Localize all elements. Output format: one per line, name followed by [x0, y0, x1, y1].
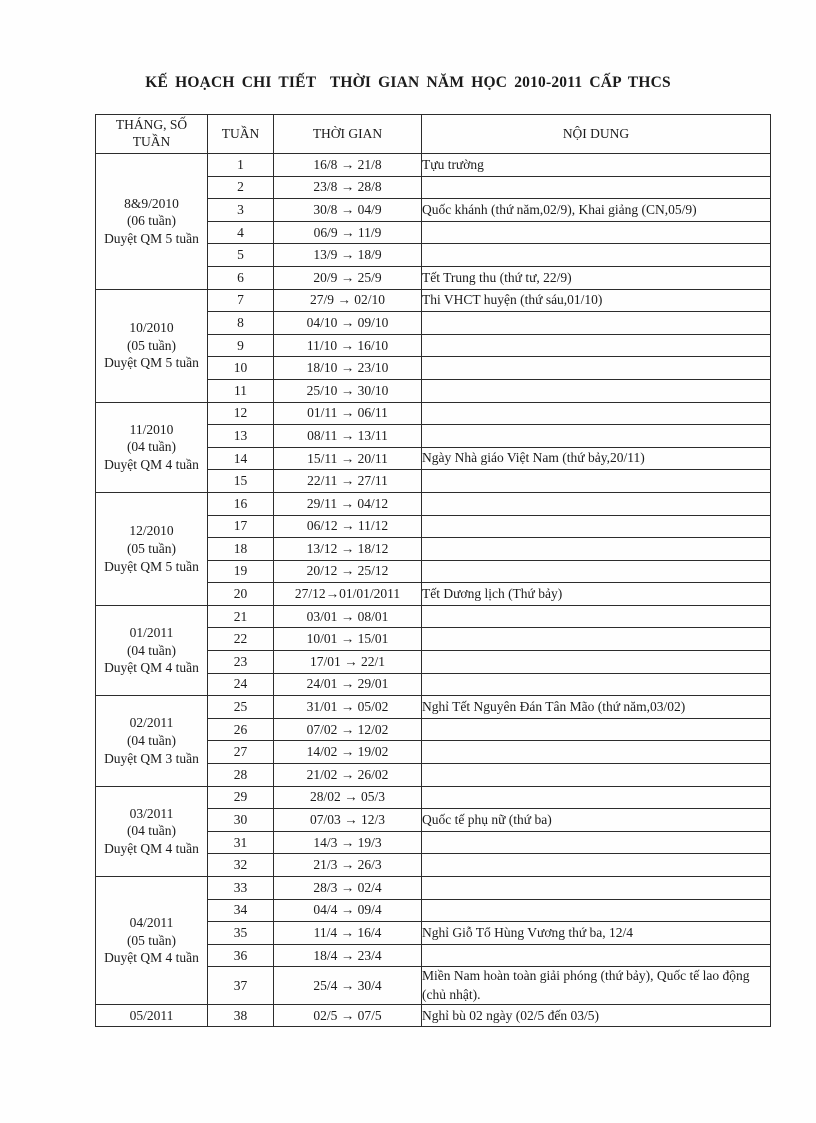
week-number-cell: 14: [208, 447, 274, 470]
week-row: [96, 786, 771, 809]
week-number-cell: 36: [208, 944, 274, 967]
content-cell: [422, 402, 771, 425]
content-cell: [422, 221, 771, 244]
time-range-cell: 11/10 → 16/10: [274, 334, 422, 357]
month-cell: [96, 1004, 208, 1027]
week-number-cell: 29: [208, 786, 274, 809]
content-cell: [422, 515, 771, 538]
col-header-month-weeks: THÁNG, SỐ TUẦN: [96, 115, 208, 154]
content-cell: Nghỉ Giỗ Tổ Hùng Vương thứ ba, 12/4: [422, 922, 771, 945]
time-range-cell: 30/8 → 04/9: [274, 199, 422, 222]
content-cell: [422, 944, 771, 967]
month-cell-line: (06 tuần): [126, 213, 177, 229]
content-cell: [422, 854, 771, 877]
content-cell: [422, 786, 771, 809]
time-range-cell: 03/01 → 08/01: [274, 605, 422, 628]
content-cell: [422, 831, 771, 854]
document-title: KẾ HOẠCH CHI TIẾT THỜI GIAN NĂM HỌC 2010-2011 CẤP THCS: [145, 74, 671, 91]
week-number-cell: 4: [208, 221, 274, 244]
month-cell-line: (04 tuần): [126, 823, 177, 839]
month-cell: [96, 492, 208, 605]
week-row: [96, 289, 771, 312]
content-cell: Miền Nam hoàn toàn giải phóng (thứ bảy), Quốc tế lao động (chủ nhật).: [422, 967, 771, 1004]
content-cell: [422, 605, 771, 628]
week-number-cell: 24: [208, 673, 274, 696]
content-cell: Ngày Nhà giáo Việt Nam (thứ bảy,20/11): [422, 447, 771, 470]
month-cell: [96, 605, 208, 695]
week-number-cell: 35: [208, 922, 274, 945]
week-number-cell: 7: [208, 289, 274, 312]
month-cell-line: (05 tuần): [126, 337, 177, 353]
month-cell-line: 05/2011: [129, 1007, 174, 1023]
week-number-cell: 17: [208, 515, 274, 538]
month-cell-line: Duyệt QM 5 tuần: [104, 355, 199, 371]
time-range-cell: 07/02 → 12/02: [274, 718, 422, 741]
month-cell-line: Duyệt QM 4 tuần: [104, 841, 199, 857]
time-range-cell: 27/9 → 02/10: [274, 289, 422, 312]
time-range-cell: 15/11 → 20/11: [274, 447, 422, 470]
month-cell-line: Duyệt QM 3 tuần: [104, 750, 199, 766]
content-cell: Nghỉ Tết Nguyên Đán Tân Mão (thứ năm,03/02): [422, 696, 771, 719]
time-range-cell: 01/11 → 06/11: [274, 402, 422, 425]
content-cell: [422, 718, 771, 741]
col-header-content: NỘI DUNG: [422, 115, 771, 154]
time-range-cell: 20/12 → 25/12: [274, 560, 422, 583]
content-cell: [422, 379, 771, 402]
content-cell: [422, 357, 771, 380]
month-cell-line: 04/2011: [129, 914, 174, 930]
schedule-table: [95, 114, 771, 1027]
month-cell-line: (05 tuần): [126, 540, 177, 556]
month-cell-line: 11/2010: [129, 421, 174, 437]
week-row: [96, 402, 771, 425]
week-row: [96, 1004, 771, 1027]
content-cell: Thi VHCT huyện (thứ sáu,01/10): [422, 289, 771, 312]
content-cell: [422, 560, 771, 583]
week-number-cell: 9: [208, 334, 274, 357]
month-cell-line: (05 tuần): [126, 932, 177, 948]
week-number-cell: 38: [208, 1004, 274, 1027]
col-header-week: TUẦN: [208, 115, 274, 154]
content-cell: [422, 673, 771, 696]
week-number-cell: 8: [208, 312, 274, 335]
time-range-cell: 25/10 → 30/10: [274, 379, 422, 402]
time-range-cell: 14/3 → 19/3: [274, 831, 422, 854]
week-number-cell: 33: [208, 877, 274, 900]
time-range-cell: 04/10 → 09/10: [274, 312, 422, 335]
content-cell: [422, 470, 771, 493]
week-number-cell: 34: [208, 899, 274, 922]
content-cell: Quốc tế phụ nữ (thứ ba): [422, 809, 771, 832]
time-range-cell: 21/02 → 26/02: [274, 764, 422, 787]
week-number-cell: 19: [208, 560, 274, 583]
time-range-cell: 27/12→01/01/2011: [274, 583, 422, 606]
content-cell: Quốc khánh (thứ năm,02/9), Khai giảng (CN,05/9): [422, 199, 771, 222]
month-cell-line: (04 tuần): [126, 733, 177, 749]
content-cell: [422, 425, 771, 448]
month-cell-line: 01/2011: [129, 624, 174, 640]
week-number-cell: 22: [208, 628, 274, 651]
time-range-cell: 06/12 → 11/12: [274, 515, 422, 538]
month-cell: [96, 786, 208, 876]
week-number-cell: 6: [208, 266, 274, 289]
month-cell: [96, 696, 208, 786]
week-number-cell: 26: [208, 718, 274, 741]
week-row: [96, 605, 771, 628]
week-number-cell: 11: [208, 379, 274, 402]
time-range-cell: 13/9 → 18/9: [274, 244, 422, 267]
content-cell: Tết Trung thu (thứ tư, 22/9): [422, 266, 771, 289]
month-cell: [96, 289, 208, 402]
content-cell: [422, 538, 771, 561]
content-cell: [422, 492, 771, 515]
week-row: [96, 877, 771, 900]
time-range-cell: 23/8 → 28/8: [274, 176, 422, 199]
content-cell: [422, 899, 771, 922]
time-range-cell: 18/4 → 23/4: [274, 944, 422, 967]
week-number-cell: 10: [208, 357, 274, 380]
schedule-body: [96, 154, 771, 1027]
week-number-cell: 3: [208, 199, 274, 222]
time-range-cell: 02/5 → 07/5: [274, 1004, 422, 1027]
time-range-cell: 07/03 → 12/3: [274, 809, 422, 832]
week-number-cell: 13: [208, 425, 274, 448]
week-number-cell: 12: [208, 402, 274, 425]
content-cell: [422, 176, 771, 199]
week-number-cell: 32: [208, 854, 274, 877]
time-range-cell: 14/02 → 19/02: [274, 741, 422, 764]
content-cell: [422, 741, 771, 764]
week-number-cell: 16: [208, 492, 274, 515]
month-cell-line: 12/2010: [129, 523, 174, 539]
week-number-cell: 5: [208, 244, 274, 267]
week-number-cell: 18: [208, 538, 274, 561]
month-cell-line: Duyệt QM 5 tuần: [104, 558, 199, 574]
month-cell: [96, 402, 208, 492]
month-cell-line: Duyệt QM 4 tuần: [104, 950, 199, 966]
week-number-cell: 21: [208, 605, 274, 628]
content-cell: [422, 764, 771, 787]
time-range-cell: 18/10 → 23/10: [274, 357, 422, 380]
time-range-cell: 25/4 → 30/4: [274, 967, 422, 1004]
time-range-cell: 21/3 → 26/3: [274, 854, 422, 877]
time-range-cell: 06/9 → 11/9: [274, 221, 422, 244]
content-cell: [422, 651, 771, 674]
week-number-cell: 2: [208, 176, 274, 199]
content-cell: [422, 244, 771, 267]
time-range-cell: 10/01 → 15/01: [274, 628, 422, 651]
time-range-cell: 04/4 → 09/4: [274, 899, 422, 922]
week-row: [96, 696, 771, 719]
time-range-cell: 28/3 → 02/4: [274, 877, 422, 900]
time-range-cell: 31/01 → 05/02: [274, 696, 422, 719]
week-number-cell: 28: [208, 764, 274, 787]
month-cell: [96, 877, 208, 1005]
header-row: [96, 115, 771, 154]
time-range-cell: 08/11 → 13/11: [274, 425, 422, 448]
time-range-cell: 16/8 → 21/8: [274, 154, 422, 177]
content-cell: [422, 877, 771, 900]
time-range-cell: 13/12 → 18/12: [274, 538, 422, 561]
week-number-cell: 31: [208, 831, 274, 854]
month-cell-line: 10/2010: [129, 319, 174, 335]
month-cell-line: Duyệt QM 4 tuần: [104, 660, 199, 676]
month-cell-line: Duyệt QM 4 tuần: [104, 457, 199, 473]
month-cell-line: (04 tuần): [126, 642, 177, 658]
content-cell: [422, 628, 771, 651]
week-number-cell: 25: [208, 696, 274, 719]
time-range-cell: 11/4 → 16/4: [274, 922, 422, 945]
month-cell-line: 02/2011: [129, 715, 174, 731]
week-number-cell: 23: [208, 651, 274, 674]
col-header-time: THỜI GIAN: [274, 115, 422, 154]
month-cell: [96, 154, 208, 290]
time-range-cell: 20/9 → 25/9: [274, 266, 422, 289]
week-row: [96, 492, 771, 515]
content-cell: Tết Dương lịch (Thứ bảy): [422, 583, 771, 606]
month-cell-line: 03/2011: [129, 805, 174, 821]
time-range-cell: 17/01 → 22/1: [274, 651, 422, 674]
week-number-cell: 30: [208, 809, 274, 832]
time-range-cell: 29/11 → 04/12: [274, 492, 422, 515]
content-cell: Nghỉ bù 02 ngày (02/5 đến 03/5): [422, 1004, 771, 1027]
content-cell: [422, 312, 771, 335]
week-number-cell: 15: [208, 470, 274, 493]
week-number-cell: 1: [208, 154, 274, 177]
content-cell: Tựu trường: [422, 154, 771, 177]
time-range-cell: 22/11 → 27/11: [274, 470, 422, 493]
week-number-cell: 37: [208, 967, 274, 1004]
week-number-cell: 20: [208, 583, 274, 606]
week-row: [96, 154, 771, 177]
month-cell-line: Duyệt QM 5 tuần: [104, 231, 199, 247]
week-number-cell: 27: [208, 741, 274, 764]
time-range-cell: 28/02 → 05/3: [274, 786, 422, 809]
time-range-cell: 24/01 → 29/01: [274, 673, 422, 696]
month-cell-line: 8&9/2010: [124, 195, 179, 211]
month-cell-line: (04 tuần): [126, 439, 177, 455]
content-cell: [422, 334, 771, 357]
